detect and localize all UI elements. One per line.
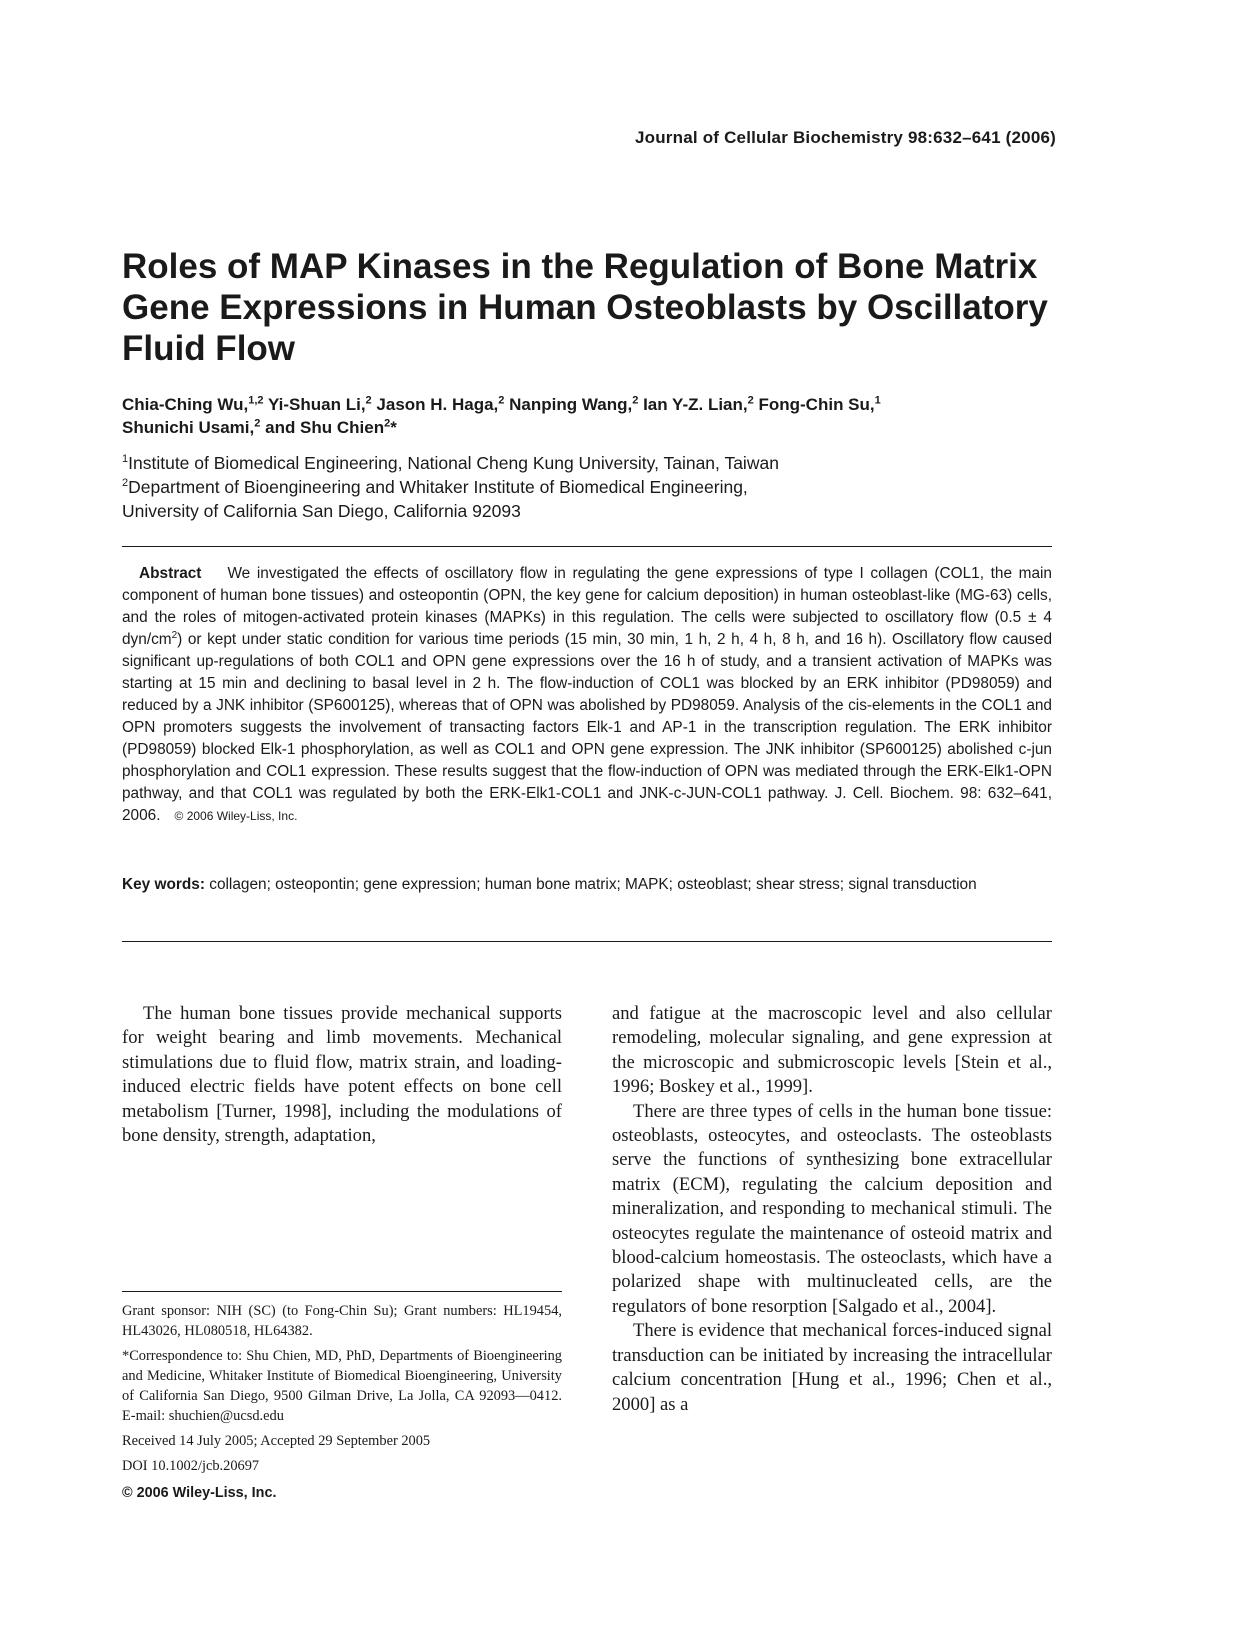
body-column-right [612,1002,1052,1417]
author: Nanping Wang,$^2$ [509,394,639,414]
divider [122,546,1052,547]
body-column-left [122,1002,562,1148]
footnote-divider [122,1291,562,1292]
correspondence-note: *Correspondence to: Shu Chien, MD, PhD, Departments of Bioengineering and Medicine, Whitaker Institute of Biomedical Bioengineering, University of California San Diego, 9500 Gilman Drive, La Jolla, CA 92093—0412. E-mail: shuchien@ucsd.edu [122,1348,562,1424]
author: Chia-Ching Wu,$^{1,2}$ [122,394,264,414]
author-list [122,393,1062,439]
footnote-copyright: © 2006 Wiley-Liss, Inc. [122,1485,277,1501]
author: Jason H. Haga,$^2$ [376,394,505,414]
author: Ian Y-Z. Lian,$^2$ [643,394,754,414]
grant-note: Grant sponsor: NIH (SC) (to Fong-Chin Su); Grant numbers: HL19454, HL43026, HL080518, HL64382. [122,1303,562,1339]
footnotes [122,1301,562,1508]
keywords: Key words: collagen; osteopontin; gene expression; human bone matrix; MAPK; osteoblast; shear stress; signal transduction [122,876,977,893]
author: and Shu Chien$^2$* [265,417,397,437]
author: Fong-Chin Su,$^1$ [758,394,881,414]
divider [122,941,1052,942]
journal-citation: Journal of Cellular Biochemistry 98:632–641 (2006) [634,128,1056,147]
received-date: Received 14 July 2005; Accepted 29 September 2005 [122,1433,431,1449]
body-paragraph: The human bone tissues provide mechanical supports for weight bearing and limb movements. Mechanical stimulations due to fluid flow, matrix strain, and loading-induced electric fields have potent effects on bone cell metabolism [Turner, 1998], including the modulations of bone density, strength, adaptation, [122,1003,562,1147]
keywords-label: Key words: [122,876,205,893]
article-title: Roles of MAP Kinases in the Regulation of Bone Matrix Gene Expressions in Human Osteoblasts by Oscillatory Fluid Flow [122,247,1048,368]
affiliations [122,451,1062,523]
body-paragraph: There are three types of cells in the human bone tissue: osteoblasts, osteocytes, and osteoclasts. The osteoblasts serve the functions of synthesizing bone extracellular matrix (ECM), regulating the calcium deposition and mineralization, and responding to mechanical stimuli. The osteocytes regulate the maintenance of osteoid matrix and blood-calcium homeostasis. The osteoclasts, which have a polarized shape with multinucleated cells, are the regulators of bone resorption [Salgado et al., 2004]. [612,1100,1052,1317]
body-paragraph: and fatigue at the macroscopic level and also cellular remodeling, molecular signaling, and gene expression at the microscopic and submicroscopic levels [Stein et al., 1996; Boskey et al., 1999]. [612,1003,1052,1098]
affiliation: $^2$Department of Bioengineering and Whitaker Institute of Biomedical Engineering, [122,477,748,497]
abstract: Abstract We investigated the effects of oscillatory flow in regulating the gene expressions of type I collagen (COL1, the main component of human bone tissues) and osteopontin (OPN, the key gene for calcium deposition) in human osteoblast-like (MG-63) cells, and the roles of mitogen-activated protein kinases (MAPKs) in this regulation. The cells were subjected to oscillatory flow (0.5 ± 4 dyn/$cm^2$) or kept under static condition for various time periods (15 min, 30 min, 1 h, 2 h, 4 h, 8 h, and 16 h). Oscillatory flow caused significant up-regulations of both COL1 and OPN gene expressions over the 16 h of study, and a transient activation of MAPKs was starting at 15 min and declining to basal level in 2 h. The flow-induction of COL1 was blocked by an ERK inhibitor (PD98059) and reduced by a JNK inhibitor (SP600125), whereas that of OPN was abolished by PD98059. Analysis of the cis-elements in the COL1 and OPN promoters suggests the involvement of transacting factors Elk-1 and AP-1 in the transcription regulation. The ERK inhibitor (PD98059) blocked Elk-1 phosphorylation, as well as COL1 and OPN gene expression. The JNK inhibitor (SP600125) abolished c-jun phosphorylation and COL1 expression. These results suggest that the flow-induction of OPN was mediated through the ERK-Elk1-OPN pathway, and that COL1 was regulated by both the ERK-Elk1-COL1 and JNK-c-JUN-COL1 pathway. J. Cell. Biochem. 98: 632–641, 2006. © 2006 Wiley-Liss, Inc. [122,565,1052,824]
affiliation: University of California San Diego, California 92093 [122,501,521,521]
affiliation: $^1$Institute of Biomedical Engineering, National Cheng Kung University, Tainan, Taiwan [122,453,779,473]
author: Yi-Shuan Li,$^2$ [267,394,372,414]
abstract-label: Abstract [139,565,202,582]
author: Shunichi Usami,$^2$ [122,417,261,437]
body-paragraph: There is evidence that mechanical forces-induced signal transduction can be initiated by increasing the intracellular calcium concentration [Hung et al., 1996; Chen et al., 2000] as a [612,1320,1052,1415]
doi: DOI 10.1002/jcb.20697 [122,1458,260,1474]
abstract-copyright: © 2006 Wiley-Liss, Inc. [174,809,298,823]
